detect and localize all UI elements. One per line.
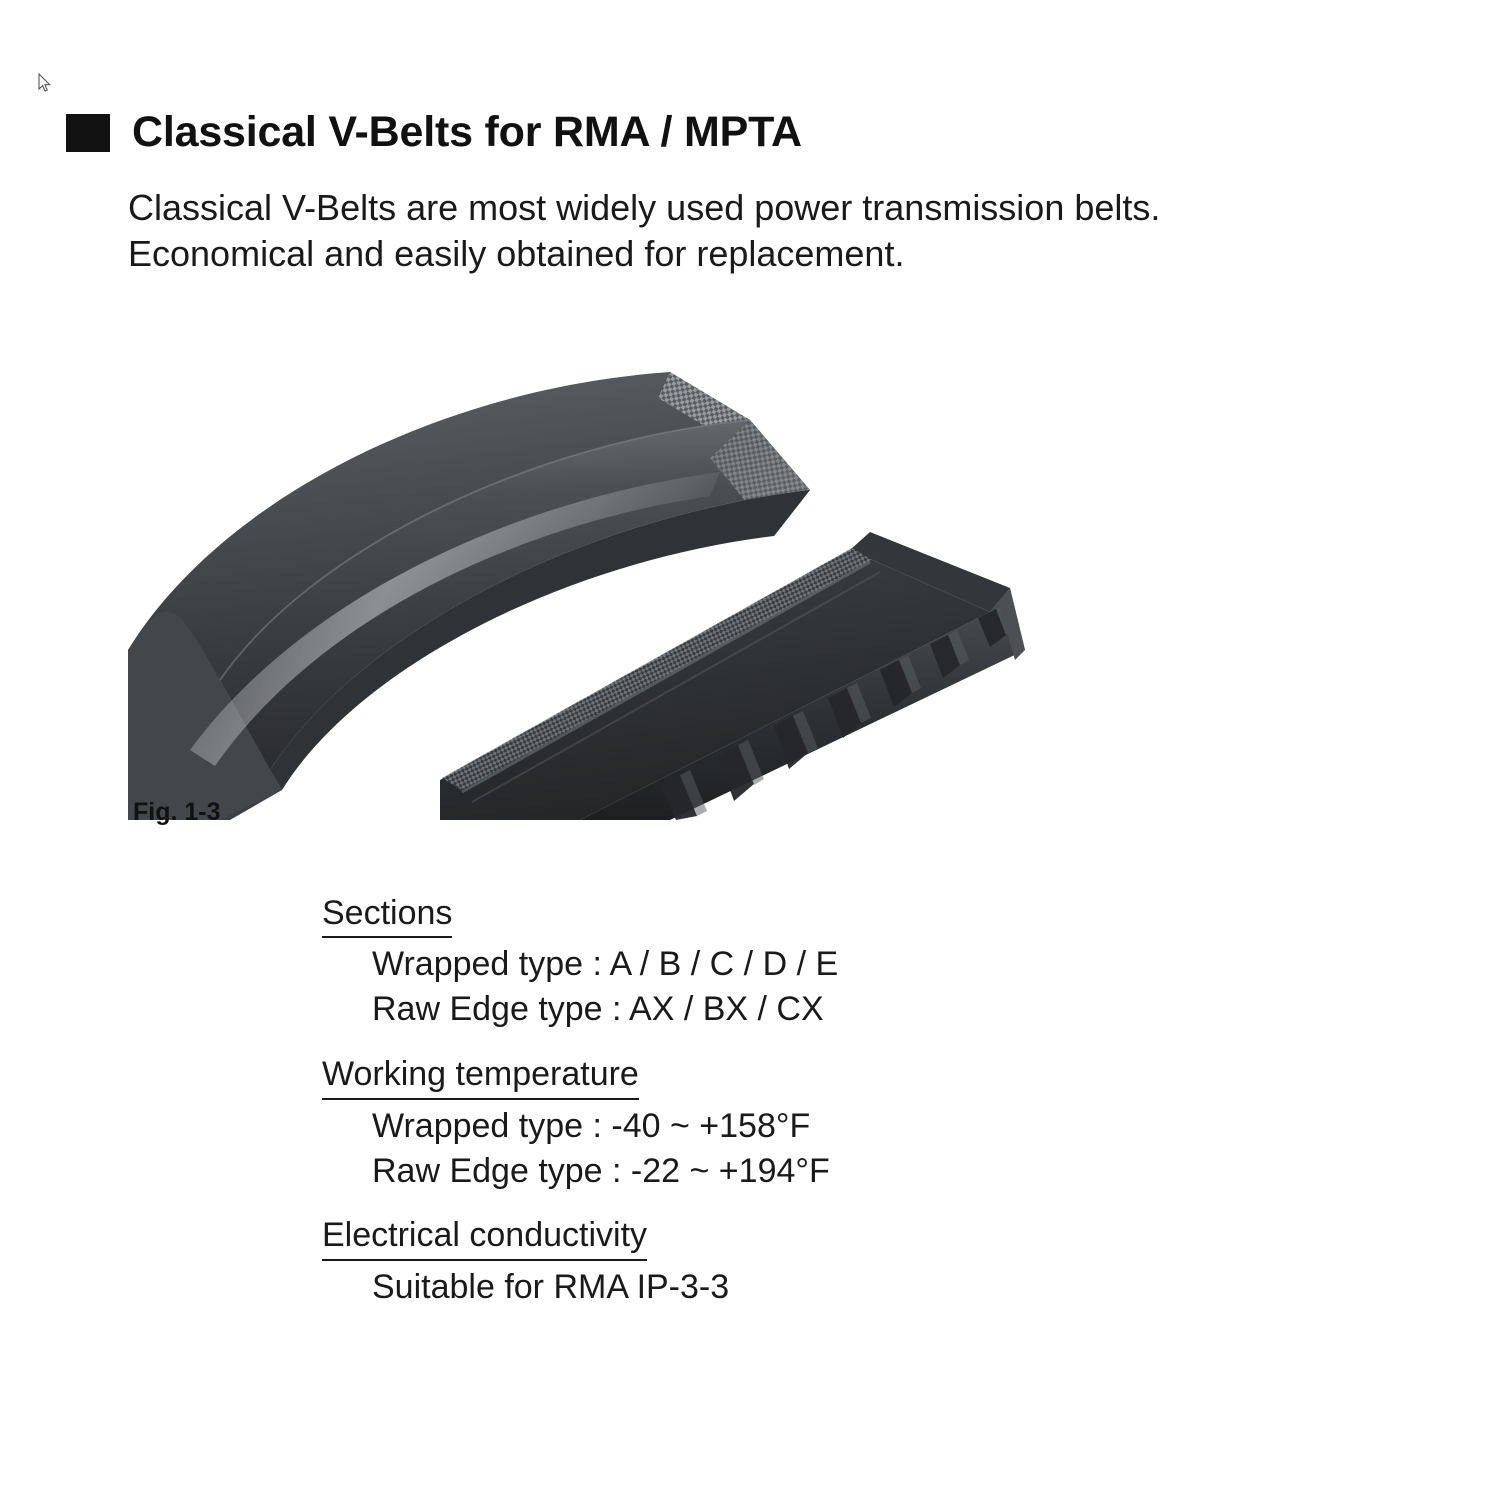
spec-line-conductivity-value: Suitable for RMA IP-3-3 (372, 1267, 730, 1306)
spec-group-sections (322, 893, 1222, 1032)
belt-figure (110, 350, 1060, 820)
mouse-pointer-icon (38, 73, 52, 93)
spec-group-electrical-conductivity (322, 1215, 1222, 1309)
spec-line-sections-rawedge: Raw Edge type : AX / BX / CX (372, 990, 824, 1029)
page-heading (66, 108, 802, 157)
spec-line-sections-wrapped: Wrapped type : A / B / C / D / E (372, 945, 839, 984)
specifications-block (322, 893, 1222, 1316)
spec-line-temp-wrapped: Wrapped type : -40 ~ +158°F (372, 1106, 811, 1145)
intro-line-1: Classical V-Belts are most widely used power transmission belts. (128, 187, 1161, 228)
belt-illustration (110, 350, 1060, 820)
spec-line-temp-rawedge: Raw Edge type : -22 ~ +194°F (372, 1151, 830, 1190)
spec-title-sections: Sections (322, 893, 452, 938)
heading-bullet-icon (66, 114, 110, 152)
figure-caption: Fig. 1-3 (133, 798, 221, 826)
spec-group-working-temperature (322, 1054, 1222, 1193)
page-title: Classical V-Belts for RMA / MPTA (132, 108, 802, 156)
spec-title-working-temperature: Working temperature (322, 1054, 639, 1099)
intro-line-2: Economical and easily obtained for replacement. (128, 233, 905, 275)
spec-title-electrical-conductivity: Electrical conductivity (322, 1215, 647, 1260)
intro-paragraph (128, 185, 1458, 277)
